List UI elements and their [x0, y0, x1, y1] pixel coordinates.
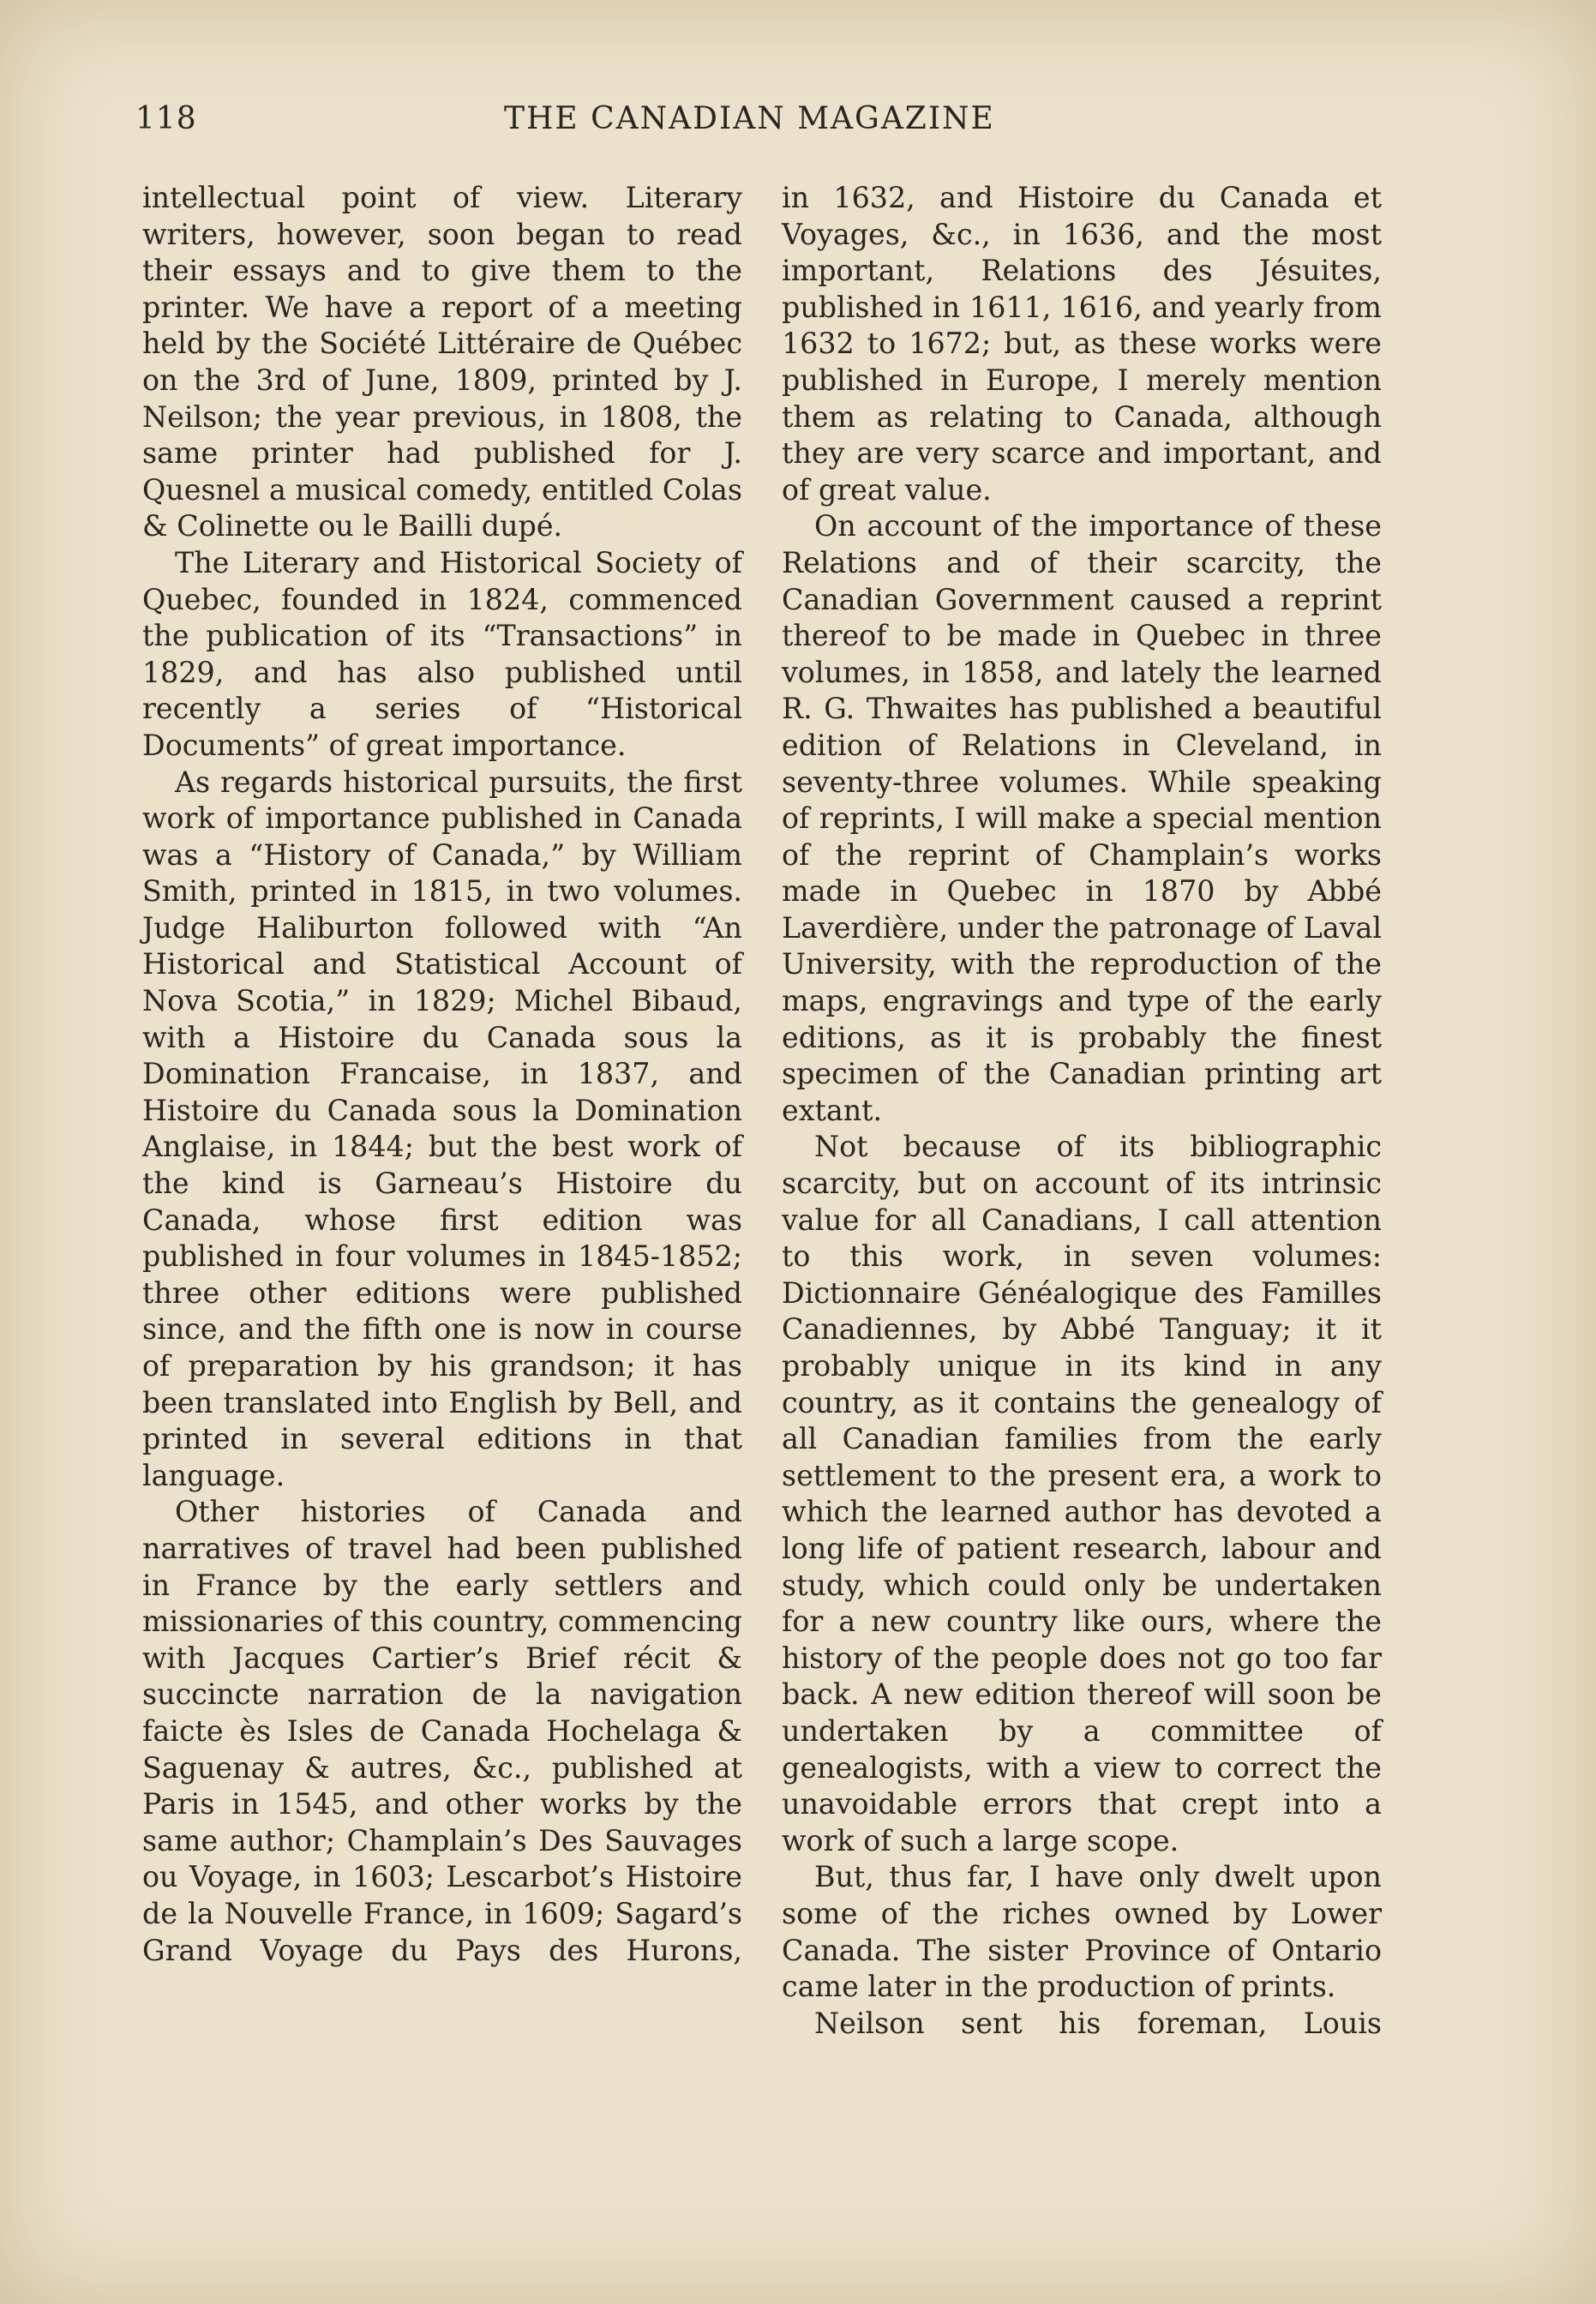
paragraph-6: On account of the importance of these Relations and of their scarcity, the Canadian Government caused a reprint thereof to be made in Quebec in three volumes, in 1858, and lately the learned R. G. Thwaites has published a beautiful edition of Relations in Cleveland, in seventy-three volumes. While speaking of reprints, I will make a special mention of the reprint of Champlain’s works made in Quebec in 1870 by Abbé Laverdière, under the patronage of Laval University, with the reproduction of the maps, engravings and type of the early editions, as it is probably the finest specimen of the Canadian printing art extant. [782, 509, 1382, 1127]
magazine-title: THE CANADIAN MAGAZINE [504, 101, 995, 136]
paragraph-5: in 1632, and Histoire du Canada et Voyages, &c., in 1636, and the most important, Relations des Jésuites, published in 1611, 1616, and yearly from 1632 to 1672; but, as these works were published in Europe, I merely mention them as relating to Canada, although they are very scarce and important, and of great value. [782, 181, 1382, 507]
left-column [142, 180, 742, 1969]
paragraph-9: Neilson sent his foreman, Louis [814, 2006, 1382, 2040]
paragraph-4: Other histories of Canada and narratives of travel had been published in France by the early settlers and missionaries of this country, commencing with Jacques Cartier’s Brief récit & succincte narration de la navigation faicte ès Isles de Canada Hochelaga & Saguenay & autres, &c., published at Paris in 1545, and other works by the same author; Champlain’s Des Sauvages ou Voyage, in 1603; Lescarbot’s Histoire de la Nouvelle France, in 1609; Sagard’s Grand Voyage du Pays des Hurons, [142, 1495, 742, 1967]
paragraph-2: The Literary and Historical Society of Quebec, founded in 1824, commenced the publication of its “Transactions” in 1829, and has also published until recently a series of “Historical Documents” of great importance. [142, 545, 742, 762]
running-head [135, 101, 1387, 146]
paragraph-3: As regards historical pursuits, the first work of importance published in Canada was a “History of Canada,” by William Smith, printed in 1815, in two volumes. Judge Haliburton followed with “An Historical and Statistical Account of Nova Scotia,” in 1829; Michel Bibaud, with a Histoire du Canada sous la Domination Francaise, in 1837, and Histoire du Canada sous la Domination Anglaise, in 1844; but the best work of the kind is Garneau’s Histoire du Canada, whose first edition was published in four volumes in 1845-1852; three other editions were published since, and the fifth one is now in course of preparation by his grandson; it has been translated into English by Bell, and printed in several editions in that language. [142, 765, 742, 1492]
right-column [782, 180, 1382, 2042]
paragraph-7: Not because of its bibliographic scarcity, but on account of its intrinsic value for all Canadians, I call attention to this work, in seven volumes: Dictionnaire Généalogique des Familles Canadiennes, by Abbé Tanguay; it it probably unique in its kind in any country, as it contains the genealogy of all Canadian families from the early settlement to the present era, a work to which the learned author has devoted a long life of patient research, labour and study, which could only be undertaken for a new country like ours, where the history of the people does not go too far back. A new edition thereof will soon be undertaken by a committee of genealogists, with a view to correct the unavoidable errors that crept into a work of such a large scope. [782, 1130, 1382, 1857]
paragraph-1: intellectual point of view. Literary writers, however, soon began to read their essays and to give them to the printer. We have a report of a meeting held by the Société Littéraire de Québec on the 3rd of June, 1809, printed by J. Neilson; the year previous, in 1808, the same printer had published for J. Quesnel a musical comedy, entitled Colas & Colinette ou le Bailli dupé. [142, 181, 742, 543]
page-number: 118 [135, 101, 197, 136]
paragraph-8: But, thus far, I have only dwelt upon some of the riches owned by Lower Canada. The sister Province of Ontario came later in the production of prints. [782, 1860, 1382, 2004]
